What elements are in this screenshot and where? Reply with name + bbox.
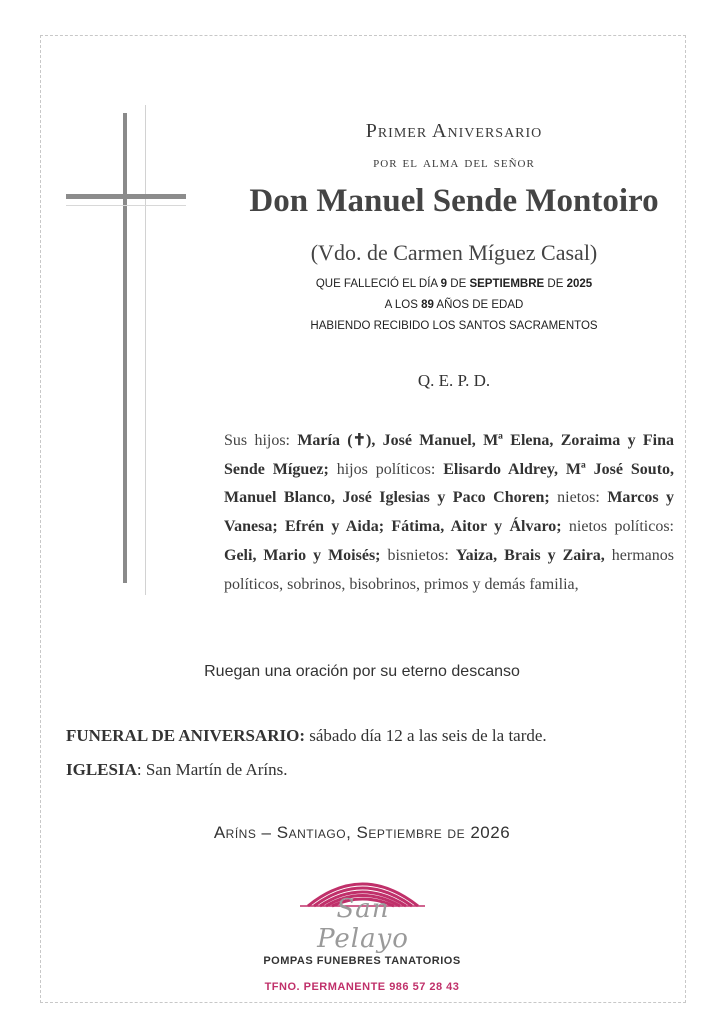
company-phone: TFNO. PERMANENTE 986 57 28 43	[264, 981, 460, 993]
church-info: IGLESIA: San Martín de Aríns.	[66, 760, 288, 779]
company-name: POMPAS FUNEBRES TANATORIOS	[263, 955, 461, 967]
death-date-line: QUE FALLECIÓ EL DÍA 9 DE SEPTIEMBRE DE 2025	[315, 278, 593, 290]
sacraments-line: HABIENDO RECIBIDO LOS SANTOS SACRAMENTOS	[310, 320, 598, 332]
prayer-request: Ruegan una oración por su eterno descanso	[204, 663, 520, 680]
anniversary-subtitle: por el alma del señor	[373, 154, 535, 171]
qepd: Q. E. P. D.	[417, 371, 491, 390]
age-line: A LOS 89 AÑOS DE EDAD	[384, 299, 524, 311]
company-logo: San Pelayo	[317, 894, 409, 954]
place-date: Aríns – Santiago, Septiembre de 2026	[213, 823, 511, 842]
anniversary-title: Primer Aniversario	[365, 120, 543, 142]
funeral-info: FUNERAL DE ANIVERSARIO: sábado día 12 a las seis de la tarde.	[66, 726, 547, 745]
widow-of: (Vdo. de Carmen Míguez Casal)	[310, 240, 598, 265]
family-paragraph: Sus hijos: María (✝), José Manuel, Mª Elena, Zoraima y Fina Sende Míguez; hijos políticos: Elisardo Aldrey, Mª José Souto, Manuel Blanco, José Iglesias y Paco Choren; nietos: Marcos y Vanesa; Efrén y Aida; Fátima, Aitor y Álvaro; nietos políticos: Geli, Mario y Moisés; bisnietos: Yaiza, Brais y Zaira, hermanos políticos, sobrinos, bisobrinos, primos y demás familia,	[224, 432, 675, 593]
deceased-name: Don Manuel Sende Montoiro	[249, 183, 659, 219]
